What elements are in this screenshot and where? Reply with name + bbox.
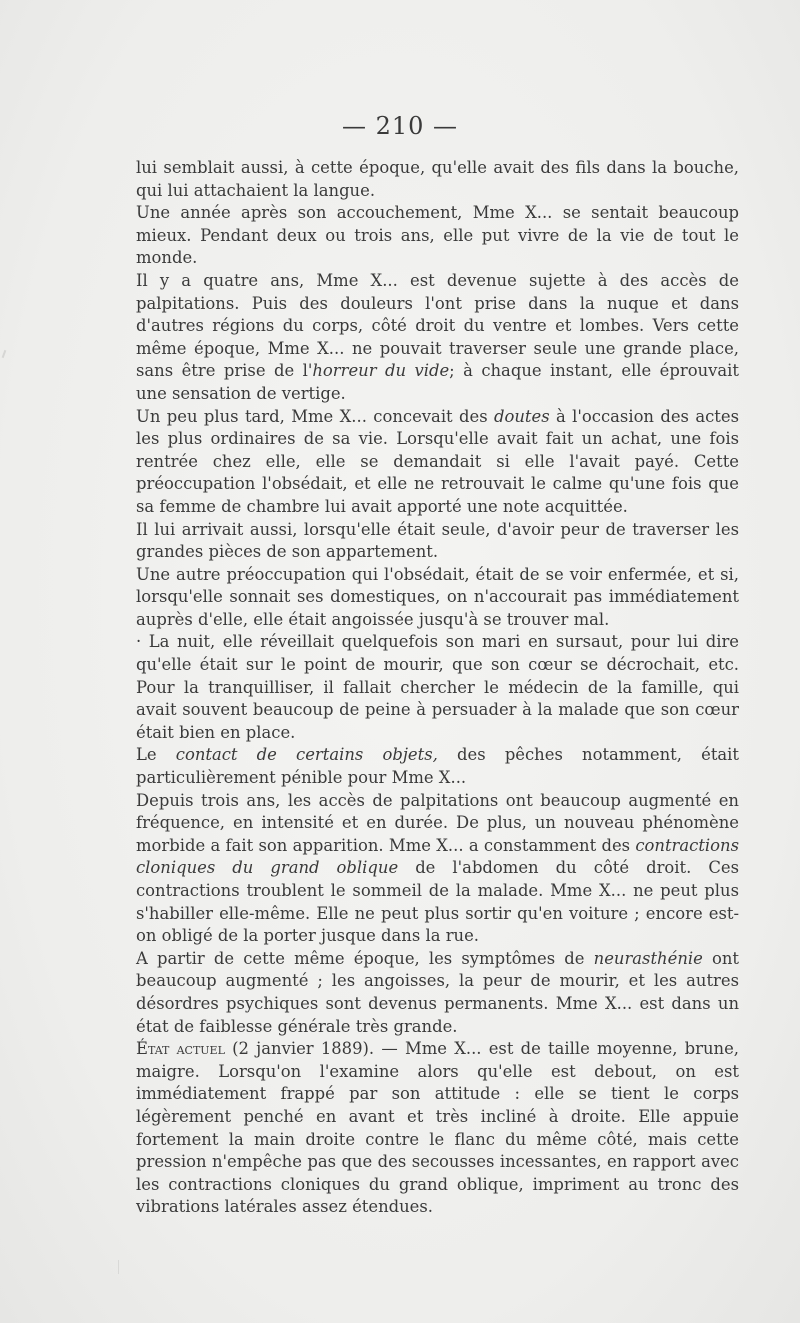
paragraph <box>136 744 739 789</box>
text-run: ; à chaque instant, elle éprouvait une sensation de vertige. <box>136 361 739 403</box>
italic-run: contractions cloniques du grand oblique <box>136 835 739 878</box>
page-speck <box>118 1260 119 1274</box>
text-run: A partir de cette même époque, les symptômes de <box>136 948 594 968</box>
small-caps-run: État actuel <box>136 1039 225 1059</box>
text-run: Depuis trois ans, les accès de palpitations ont beaucoup augmenté en fréquence, en intensité et en durée. De plus, un nouveau phénomène morbide a fait son apparition. Mme X... a constamment des <box>136 790 739 855</box>
italic-run: neurasthénie <box>593 948 703 968</box>
text-run: Il y a quatre ans, Mme X... est devenue sujette à des accès de palpitations. Puis des douleurs l'ont prise dans la nuque et dans d'autres régions du corps, côté droit du ventre et lombes. Vers cette même époque, Mme X... ne pouvait traverser seule une grande place, sans être prise de l' <box>136 270 739 381</box>
paragraph: Une année après son accouchement, Mme X... se sentait beaucoup mieux. Pendant deux ou trois ans, elle put vivre de la vie de tout le monde. <box>136 203 739 268</box>
paragraph <box>136 790 739 948</box>
paragraph <box>136 948 739 1038</box>
italic-run: doutes <box>494 406 550 426</box>
body-text <box>136 157 739 1219</box>
paragraph: · La nuit, elle réveillait quelquefois son mari en sursaut, pour lui dire qu'elle était sur le point de mourir, que son cœur se décrochait, etc. Pour la tranquilliser, il fallait chercher le médecin de la famille, qui avait souvent beaucoup de peine à persuader à la malade que son cœur était bien en place. <box>136 632 739 742</box>
paragraph: lui semblait aussi, à cette époque, qu'elle avait des fils dans la bouche, qui lui attachaient la langue. <box>136 158 739 200</box>
page-speck <box>2 350 7 358</box>
paragraph: Une autre préoccupation qui l'obsédait, était de se voir enfermée, et si, lorsqu'elle sonnait ses domestiques, on n'accourait pas immédiatement auprès d'elle, elle était angoissée jusqu'à se trouver mal. <box>136 564 739 629</box>
text-run: Le <box>136 745 176 765</box>
italic-run: contact de certains objets, <box>175 745 438 765</box>
text-run: Un peu plus tard, Mme X... concevait des <box>136 406 495 426</box>
text-run: de l'abdomen du côté droit. Ces contractions troublent le sommeil de la malade. Mme X... ne peut plus s'habiller elle-même. Elle ne peut plus sortir qu'en voiture ; encore est-on obligé de la porter jusque dans la rue. <box>136 858 739 946</box>
paragraph: Il lui arrivait aussi, lorsqu'elle était seule, d'avoir peur de traverser les grandes pièces de son appartement. <box>136 519 739 562</box>
text-run: des pêches notamment, était particulièrement pénible pour Mme X... <box>136 745 740 788</box>
italic-run: horreur du vide <box>312 361 450 381</box>
text-run: à l'occasion des actes les plus ordinaires de sa vie. Lorsqu'elle avait fait un achat, une fois rentrée chez elle, elle se demandait si elle l'avait payé. Cette préoccupation l'obsédait, et elle ne retrouvait le calme qu'une fois que sa femme de chambre lui avait apporté une note acquittée. <box>136 406 739 516</box>
page-number: — 210 — <box>341 112 459 140</box>
paragraph <box>136 406 739 519</box>
text-run: (2 janvier 1889). — Mme X... est de taille moyenne, brune, maigre. Lorsqu'on l'examine alors qu'elle est debout, on est immédiatement frappé par son attitude : elle se tient le corps légèrement penché en avant et très incliné à droite. Elle appuie fortement la main droite contre le flanc du même côté, mais cette pression n'empêche pas que des secousses incessantes, en rapport avec les contractions cloniques du grand oblique, impriment au tronc des vibrations latérales assez étendues. <box>136 1039 739 1217</box>
paragraph <box>136 270 739 406</box>
paragraph <box>136 1038 739 1219</box>
text-run: ont beaucoup augmenté ; les angoisses, la peur de mourir, et les autres désordres psychiques sont devenus permanents. Mme X... est dans un état de faiblesse générale très grande. <box>136 948 739 1036</box>
